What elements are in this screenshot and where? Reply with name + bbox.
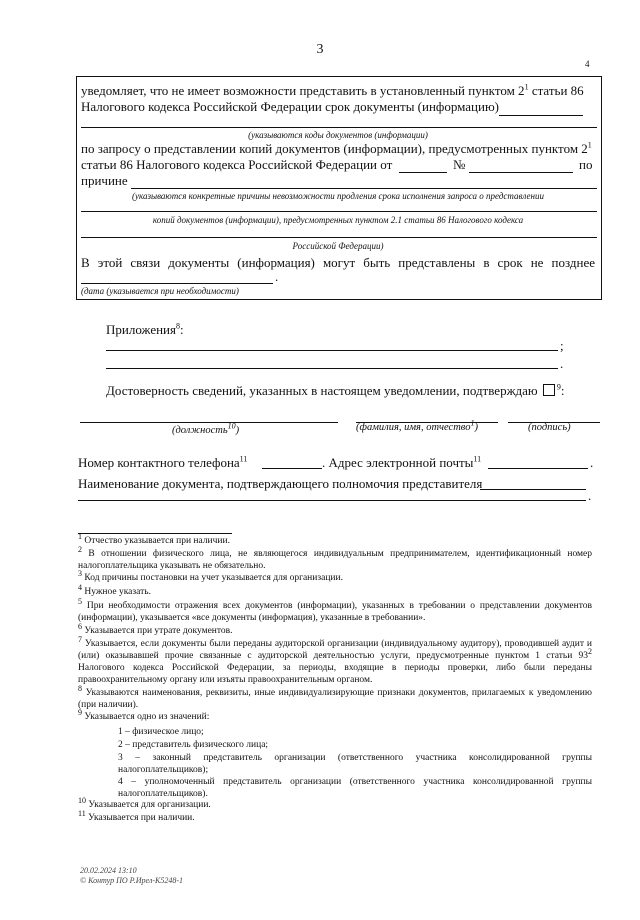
doc-dot: . <box>588 488 592 503</box>
attachments-label: Приложения$^8$: <box>106 321 184 337</box>
print-source: © Контур ПО Р.Ирел-К5248-1 <box>80 876 183 885</box>
field-line-date[interactable] <box>399 172 447 173</box>
footnote-6: $^6$ Указывается при утрате документов. <box>78 621 233 636</box>
footnote-11: $^{11}$ Указывается при наличии. <box>78 808 195 823</box>
position-caption: (должность$^{10}$) <box>172 421 240 436</box>
field-line-reason-2[interactable] <box>81 211 597 212</box>
corner-number: 4 <box>585 59 590 69</box>
field-line-number[interactable] <box>469 172 573 173</box>
footnote-9-option-4: 4 – уполномоченный представитель организации (ответственного участника консолидированной группы налогоплательщиков). <box>118 777 592 799</box>
footnote-separator <box>78 533 232 534</box>
field-line-reason-3[interactable] <box>81 237 597 238</box>
hint-deadline: (дата (указывается при необходимости) <box>81 286 239 296</box>
sign-caption: (подпись) <box>528 422 571 433</box>
box-line-6: В этой связи документы (информация) могут быть представлены в срок не позднее <box>81 255 595 270</box>
box-line-3: по запросу о представлении копий документов (информации), предусмотренных пунктом $2^1$ <box>81 140 592 156</box>
box-line-5: причине <box>81 173 128 188</box>
attachment-line-2[interactable] <box>106 368 558 369</box>
footnote-7: $^7$ Указывается, если документы были переданы аудиторской организации (индивидуальному аудитору), проводившей аудит и (или) оказывавшей прочие связанные с аудиторской деятельностью услуги, предусмотренные пунктом 1 статьи $93^2$ Налогового кодекса Российской Федерации, за периоды, входящие в периоды проверки, либо были переданы правоохранительному органу или изъяты правоохранительным органом. <box>78 634 592 685</box>
doc-label: Наименование документа, подтверждающего полномочия представителя <box>78 476 483 491</box>
footnote-9-option-1: 1 – физическое лицо; <box>118 727 204 737</box>
attachment-line-1-end: ; <box>560 338 564 353</box>
box-line-1: уведомляет, что не имеет возможности представить в установленный пунктом $2^1$ статьи 86 <box>81 82 584 98</box>
hint-reason-3: Российской Федерации) <box>292 241 384 251</box>
doc-field-2[interactable] <box>78 500 586 501</box>
attachment-line-1[interactable] <box>106 350 558 351</box>
box-line-4-a: статьи 86 Налогового кодекса Российской Федерации от <box>81 157 393 172</box>
page-number: 3 <box>316 42 324 57</box>
footnote-1: $^1$ Отчество указывается при наличии. <box>78 531 230 546</box>
notification-box <box>76 76 602 300</box>
footnote-5: $^5$ При необходимости отражения всех документов (информации), указанных в требовании о представлении документов (информации), указывается «все документы (информация), указанные в требовании». <box>78 596 592 623</box>
footnote-8: $^8$ Указываются наименования, реквизиты, иные индивидуализирующие признаки документов, прилагаемых к уведомлению (при наличии). <box>78 683 592 710</box>
box-line-7-end: . <box>275 269 279 284</box>
position-line[interactable] <box>80 422 338 423</box>
box-line-2: Налогового кодекса Российской Федерации срок документы (информацию) <box>81 99 500 114</box>
attachment-line-2-end: . <box>560 356 564 371</box>
email-label: . Адрес электронной почты$^{11}$ <box>322 454 482 470</box>
footnote-3: $^3$ Код причины постановки на учет указывается для организации. <box>78 568 343 583</box>
footnote-9-option-2: 2 – представитель физического лица; <box>118 740 269 750</box>
field-line-deadline[interactable] <box>81 283 273 284</box>
footnote-10: $^{10}$ Указывается для организации. <box>78 795 211 810</box>
hint-reason-1: (указываются конкретные причины невозможности продления срока исполнения запроса о представлении <box>131 191 545 201</box>
field-line-reason[interactable] <box>131 188 597 189</box>
field-line-doc-codes[interactable] <box>81 127 597 128</box>
footnote-9-option-3: 3 – законный представитель организации (ответственного участника консолидированной группы налогоплательщиков); <box>118 753 592 775</box>
hint-reason-2: копий документов (информации), предусмотренных пунктом 2.1 статьи 86 Налогового кодекса <box>152 215 524 225</box>
footnote-4: $^4$ Нужное указать. <box>78 582 151 597</box>
print-timestamp: 20.02.2024 13:10 <box>80 866 137 875</box>
fio-caption: (фамилия, имя, отчество$^1$) <box>356 418 478 433</box>
footnote-9: $^9$ Указывается одно из значений: <box>78 707 210 722</box>
confirm-text: Достоверность сведений, указанных в настоящем уведомлении, подтверждаю $^9$: <box>106 382 565 398</box>
box-line-4-end: по <box>579 157 593 172</box>
footnote-2: $^2$ В отношении физического лица, не являющегося индивидуальным предпринимателем, идентификационный номер налогоплательщика указывать не обязательно. <box>78 544 593 571</box>
phone-label: Номер контактного телефона$^{11}$ <box>78 454 248 470</box>
phone-field[interactable] <box>262 468 322 469</box>
doc-field-1[interactable] <box>480 489 586 490</box>
field-line-docs[interactable] <box>499 115 583 116</box>
hint-doc-codes: (указываются коды документов (информации) <box>248 130 428 140</box>
confirm-checkbox[interactable] <box>543 384 555 396</box>
email-field[interactable] <box>488 468 588 469</box>
number-sign: № <box>453 157 466 172</box>
email-dot: . <box>590 455 594 470</box>
